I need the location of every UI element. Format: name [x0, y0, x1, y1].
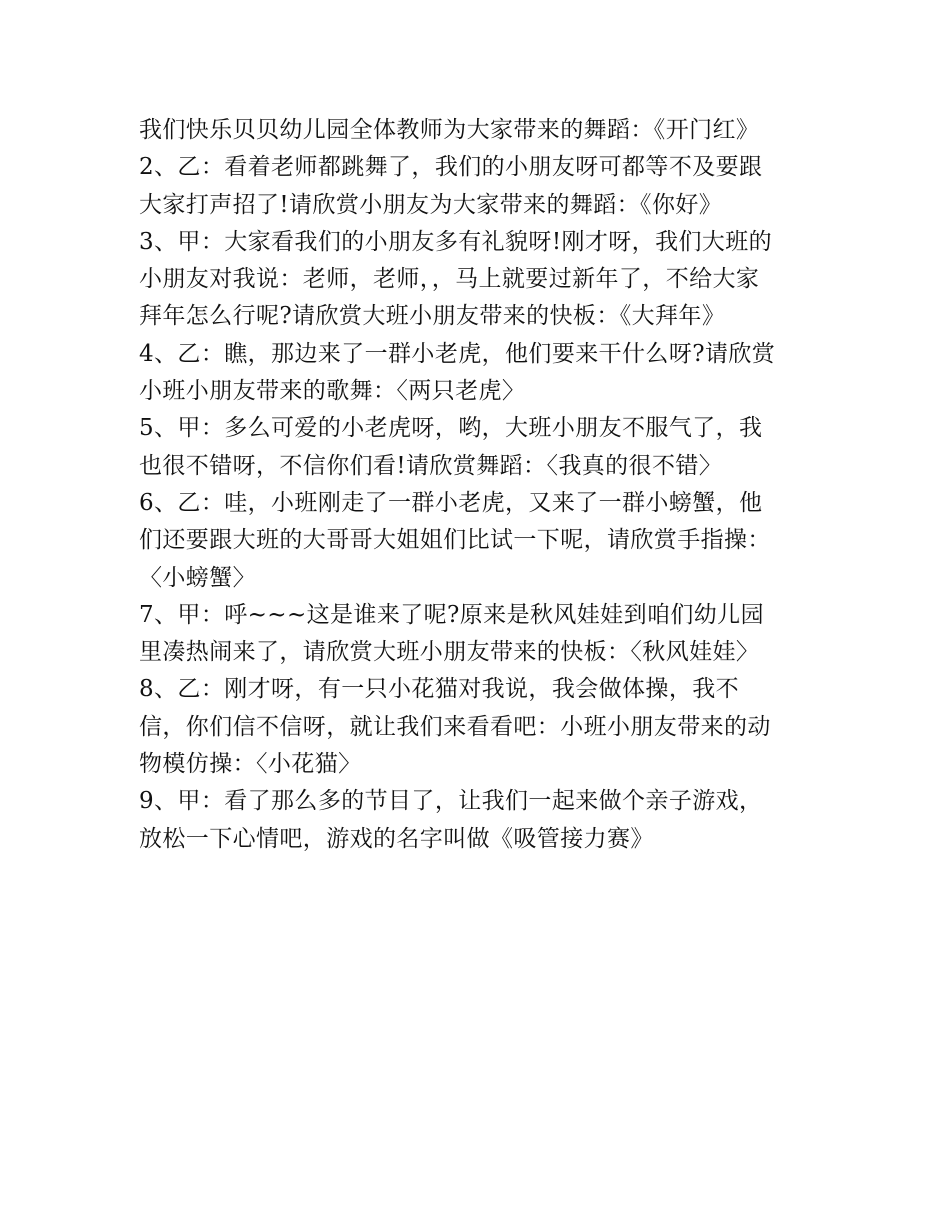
text-line: 2、乙：看着老师都跳舞了，我们的小朋友呀可都等不及要跟: [139, 154, 763, 181]
text-line: 小朋友对我说：老师，老师，，马上就要过新年了，不给大家: [139, 266, 760, 293]
text-line: 4、乙：瞧，那边来了一群小老虎，他们要来干什么呀?请欣赏: [139, 340, 776, 367]
text-line: 小班小朋友带来的歌舞：〈两只老虎〉: [139, 378, 526, 405]
text-line: 里凑热闹来了，请欣赏大班小朋友带来的快板：〈秋风娃娃〉: [139, 639, 760, 666]
text-line: 信，你们信不信呀，就让我们来看看吧：小班小朋友带来的动: [139, 713, 771, 740]
text-line: 9、甲：看了那么多的节目了，让我们一起来做个亲子游戏，: [139, 788, 763, 815]
text-line: 放松一下心情吧，游戏的名字叫做《吸管接力赛》: [139, 825, 654, 852]
text-line: 〈小螃蟹〉: [139, 564, 256, 591]
document-body: [139, 112, 829, 858]
text-line: 们还要跟大班的大哥哥大姐姐们比试一下呢，请欣赏手指操：: [139, 527, 771, 554]
text-line: 我们快乐贝贝幼儿园全体教师为大家带来的舞蹈：《开门红》: [139, 117, 760, 143]
text-line: 物模仿操：〈小花猫〉: [139, 751, 362, 778]
text-line: 7、甲：呼~~~这是谁来了呢?原来是秋风娃娃到咱们幼儿园: [139, 601, 764, 628]
text-line: 6、乙：哇，小班刚走了一群小老虎，又来了一群小螃蟹，他: [139, 489, 763, 516]
text-line: 3、甲：大家看我们的小朋友多有礼貌呀!刚才呀，我们大班的: [139, 228, 773, 255]
text-line: 8、乙：刚才呀，有一只小花猫对我说，我会做体操，我不: [139, 676, 740, 703]
text-line: 也很不错呀，不信你们看!请欣赏舞蹈：〈我真的很不错〉: [139, 452, 723, 479]
text-line: 5、甲：多么可爱的小老虎呀，哟，大班小朋友不服气了，我: [139, 415, 763, 442]
text-line: 拜年怎么行呢?请欣赏大班小朋友带来的快板：《大拜年》: [139, 303, 726, 330]
text-line: 大家打声招了!请欣赏小朋友为大家带来的舞蹈：《你好》: [139, 191, 723, 218]
